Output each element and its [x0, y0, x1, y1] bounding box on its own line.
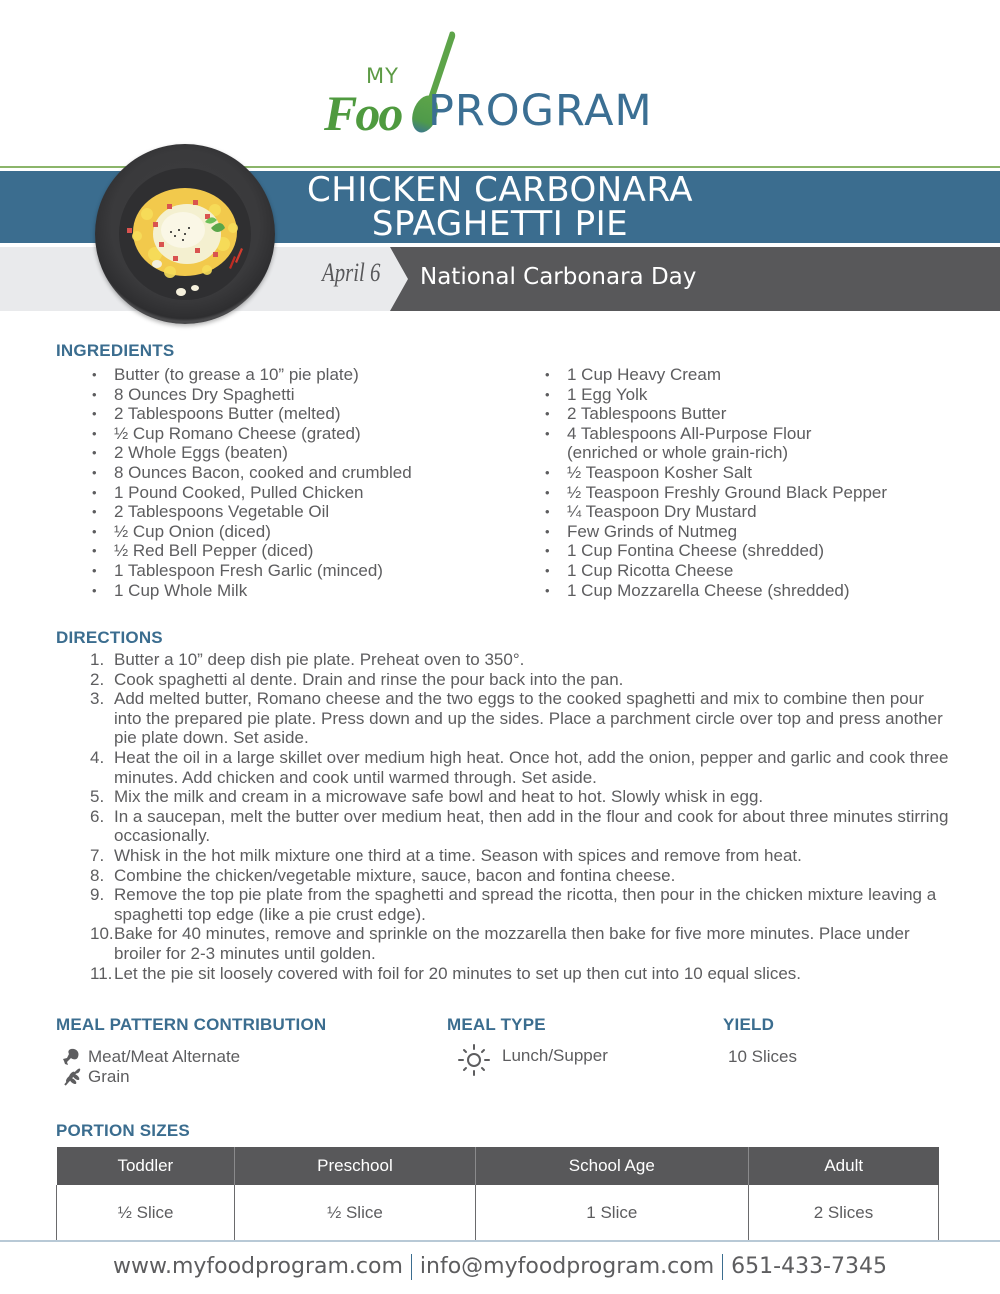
logo-my-text: MY: [366, 64, 399, 88]
recipe-title: [290, 170, 710, 244]
step-number: 8.: [90, 865, 105, 885]
portion-sizes-table: [56, 1147, 939, 1242]
portion-cell-adult: 2 Slices: [748, 1185, 938, 1241]
recipe-title-line2: SPAGHETTI PIE: [371, 204, 629, 244]
portion-sizes-heading: PORTION SIZES: [56, 1121, 190, 1140]
ingredient-item: • ½ Cup Onion (diced): [92, 522, 512, 542]
ingredient-item: • 1 Cup Fontina Cheese (shredded): [545, 541, 835, 561]
step-number: 3.: [90, 689, 105, 709]
step-text: Add melted butter, Romano cheese and the two eggs to the cooked spaghetti and mix to combine then pour into the prepared pie plate. Press down and up the sides. Place a parchment circle over top and press another pie plate down. Set aside.: [114, 689, 943, 748]
wheat-icon: [62, 1067, 82, 1087]
footer-separator: [722, 1254, 723, 1280]
yield-heading: YIELD: [723, 1015, 775, 1034]
portion-cell-toddler: ½ Slice: [57, 1185, 235, 1241]
step-text: Remove the top pie plate from the spaghetti and spread the ricotta, then pour in the chicken mixture leaving a spaghetti top edge (like a pie crust edge).: [114, 885, 937, 924]
yield-value: 10 Slices: [728, 1047, 797, 1066]
step-number: 1.: [90, 650, 105, 669]
recipe-image-plate: [95, 144, 275, 324]
ingredient-item: • Few Grinds of Nutmeg: [545, 522, 835, 542]
step-text: Butter a 10” deep dish pie plate. Preheat oven to 350°.: [114, 650, 525, 669]
column-header-school-age: School Age: [475, 1147, 748, 1185]
step-number: 9.: [90, 885, 105, 905]
sun-icon: [456, 1042, 492, 1078]
step-number: 6.: [90, 806, 105, 826]
meal-pattern-heading: MEAL PATTERN CONTRIBUTION: [56, 1015, 327, 1034]
column-header-preschool: Preschool: [235, 1147, 476, 1185]
footer-email-link[interactable]: info@myfoodprogram.com: [419, 1254, 715, 1279]
direction-step: [90, 924, 950, 963]
direction-step: [90, 866, 950, 886]
meal-pattern-label: Grain: [88, 1067, 130, 1086]
ingredient-item: • ½ Red Bell Pepper (diced): [92, 541, 512, 561]
step-number: 11.: [90, 963, 113, 983]
ingredient-item: • 1 Cup Mozzarella Cheese (shredded): [545, 581, 835, 601]
ingredient-item: • 8 Ounces Dry Spaghetti: [92, 385, 512, 405]
drumstick-icon: [62, 1047, 82, 1067]
ingredient-item: • 1 Egg Yolk: [545, 385, 835, 405]
direction-step: [90, 807, 950, 846]
step-number: 4.: [90, 747, 105, 767]
portion-cell-preschool: ½ Slice: [235, 1185, 476, 1241]
ingredient-item: • 1 Cup Ricotta Cheese: [545, 561, 835, 581]
ingredient-item: • Butter (to grease a 10” pie plate): [92, 365, 512, 385]
ingredient-item: • 8 Ounces Bacon, cooked and crumbled: [92, 463, 512, 483]
direction-step: [90, 787, 950, 807]
footer-divider: [0, 1240, 1000, 1242]
ingredient-item: • ½ Teaspoon Freshly Ground Black Pepper: [545, 483, 835, 503]
directions-heading: DIRECTIONS: [56, 628, 163, 647]
meal-type-label: Lunch/Supper: [502, 1046, 608, 1065]
ingredient-item: • 1 Cup Heavy Cream: [545, 365, 835, 385]
carbonara-illustration: [95, 144, 275, 324]
direction-step: [90, 964, 950, 984]
footer-contact: [0, 1254, 1000, 1280]
ingredient-item: • 1 Cup Whole Milk: [92, 581, 512, 601]
direction-step: [90, 670, 950, 690]
table-header-row: [57, 1147, 939, 1185]
ingredient-item: • 4 Tablespoons All-Purpose Flour (enriched or whole grain-rich): [545, 424, 835, 463]
direction-step: [90, 885, 950, 924]
step-text: Whisk in the hot milk mixture one third at a time. Season with spices and remove from heat.: [114, 845, 802, 865]
footer-website-link[interactable]: www.myfoodprogram.com: [112, 1254, 403, 1279]
step-text: Let the pie sit loosely covered with foil for 20 minutes to set up then cut into 10 equal slices.: [114, 963, 801, 983]
step-number: 2.: [90, 669, 105, 689]
portion-cell-school-age: 1 Slice: [475, 1185, 748, 1241]
direction-step: [90, 689, 950, 748]
direction-step: [90, 650, 950, 670]
logo-program-text: PROGRAM: [428, 86, 653, 136]
step-text: Combine the chicken/vegetable mixture, sauce, bacon and fontina cheese.: [114, 865, 676, 885]
ingredient-item: • 2 Tablespoons Vegetable Oil: [92, 502, 512, 522]
meal-pattern-item-meat: [62, 1047, 240, 1067]
step-text: Mix the milk and cream in a microwave safe bowl and heat to hot. Slowly whisk in egg.: [114, 787, 764, 807]
step-number: 10.: [90, 924, 114, 944]
step-text: In a saucepan, melt the butter over medium heat, then add in the flour and cook for about three minutes stirring occasionally.: [114, 806, 949, 846]
ingredient-item: • 1 Pound Cooked, Pulled Chicken: [92, 483, 512, 503]
recipe-title-line1: CHICKEN CARBONARA: [307, 170, 693, 210]
ingredient-item: • 2 Tablespoons Butter (melted): [92, 404, 512, 424]
meal-pattern-label: Meat/Meat Alternate: [88, 1047, 241, 1066]
ingredient-item: • 1 Tablespoon Fresh Garlic (minced): [92, 561, 512, 581]
step-number: 7.: [90, 845, 105, 865]
column-header-adult: Adult: [748, 1147, 938, 1185]
direction-step: [90, 846, 950, 866]
meal-pattern-item-grain: [62, 1067, 130, 1087]
ingredient-item: • ½ Teaspoon Kosher Salt: [545, 463, 835, 483]
ingredients-list-right: [545, 365, 888, 600]
column-header-toddler: Toddler: [57, 1147, 235, 1185]
footer-separator: [411, 1254, 412, 1280]
meal-type-heading: MEAL TYPE: [447, 1015, 546, 1034]
ingredient-item: • 2 Whole Eggs (beaten): [92, 443, 512, 463]
ingredients-list-left: [92, 365, 512, 600]
footer-phone: 651-433-7345: [731, 1254, 887, 1279]
occasion-label: National Carbonara Day: [420, 264, 697, 290]
brand-logo: [322, 28, 682, 141]
ingredient-item: • ¼ Teaspoon Dry Mustard: [545, 502, 835, 522]
date-label: April 6: [322, 258, 381, 287]
directions-list: [90, 650, 950, 983]
step-number: 5.: [90, 787, 105, 807]
direction-step: [90, 748, 950, 787]
ingredient-item: • 2 Tablespoons Butter: [545, 404, 835, 424]
table-row: [57, 1185, 939, 1241]
ingredient-item: • ½ Cup Romano Cheese (grated): [92, 424, 512, 444]
step-text: Bake for 40 minutes, remove and sprinkle on the mozzarella then bake for five more minutes. Place under broiler for 2-3 minutes until golden.: [114, 924, 910, 963]
step-text: Cook spaghetti al dente. Drain and rinse the pour back into the pan.: [114, 669, 624, 689]
meal-type-value: [456, 1042, 608, 1078]
ingredients-heading: INGREDIENTS: [56, 341, 175, 360]
step-text: Heat the oil in a large skillet over medium high heat. Once hot, add the onion, pepper and garlic and cook three minutes. Add chicken and cook until warmed through. Set aside.: [114, 747, 949, 787]
logo-food-text: Foo: [324, 85, 402, 141]
